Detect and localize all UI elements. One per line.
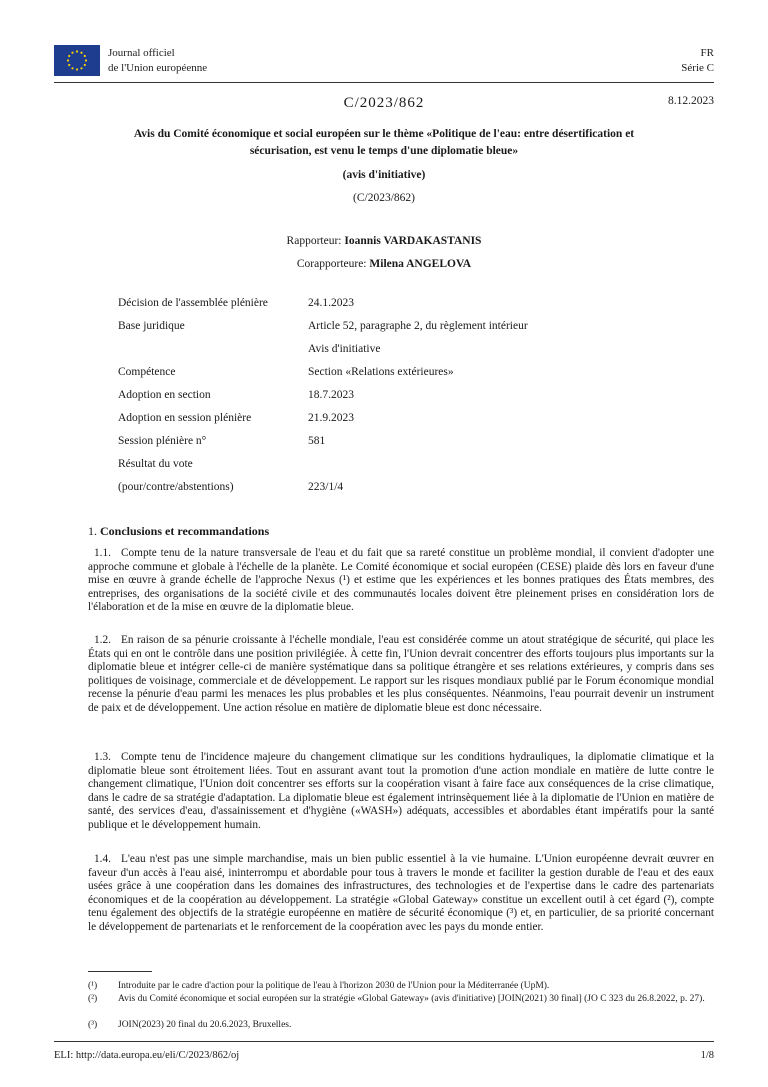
section-number: 1. <box>88 524 97 538</box>
eli-link[interactable]: ELI: http://data.europa.eu/eli/C/2023/862/oj <box>54 1050 240 1061</box>
paragraph-number: 1.2. <box>94 634 111 646</box>
paragraph-text: Compte tenu de la nature transversale de l'eau et du fait que sa rareté constitue un problème mondial, il convient d'adopter une approche commune et globale à l'échelle de la planète. Le Comité économique et social européen (CESE) plaide dès lors en faveur d'une mise en œuvre à grande échelle de l'approche Nexus (¹) et estime que les expériences et les bonnes pratiques des États membres, des entreprises, des organisations de la société civile et des communautés locales doivent être pleinement prises en considération lors de l'élaboration et de la mise en œuvre de la diplomatie bleue. <box>88 547 714 614</box>
opinion-type: (avis d'initiative) <box>342 169 426 181</box>
footnote-mark: (¹) <box>88 981 98 991</box>
rapporteur <box>0 235 768 247</box>
corapporteur-label: Corapporteure: <box>296 258 367 270</box>
footnote-text: JOIN(2023) 20 final du 20.6.2023, Bruxelles. <box>118 1020 292 1030</box>
document-reference: C/2023/862 <box>343 95 425 111</box>
corapporteur-name: Milena ANGELOVA <box>369 258 472 270</box>
header-divider <box>54 82 714 83</box>
paragraph-text: L'eau n'est pas une simple marchandise, mais un bien public essentiel à la vie humaine. L'Union européenne devrait œuvrer en faveur d'un accès à l'eau aisé, ininterrompu et abordable pour tous à travers le monde et faciliter la gestion durable de l'eau et des eaux usées grâce à une coopération dans les domaines des infrastructures, des technologies et de l'expertise dans le cadre des partenariats économiques et de la coopération au développement. La stratégie «Global Gateway» constitue un excellent outil à cet égard (²), compte tenu également des objectifs de la stratégie européenne en matière de sécurité économique (³) et, en particulier, de sa priorité concernant le développement de partenariats et le renforcement de la coopération avec les pays du monde entier. <box>88 853 714 933</box>
rapporteur-label: Rapporteur: <box>286 235 342 247</box>
paragraph <box>88 634 714 716</box>
eu-flag-icon <box>54 45 100 76</box>
journal-line-1: Journal officiel <box>108 47 175 59</box>
footnote-text: Avis du Comité économique et social européen sur la stratégie «Global Gateway» (avis d'initiative) [JOIN(2021) 30 final] (JO C 323 du 26.8.2022, p. 27). <box>118 994 705 1004</box>
opinion-title: Avis du Comité économique et social européen sur le thème «Politique de l'eau: entre désertification et sécurisation, est venu le temps d'une diplomatie bleue» <box>133 128 635 157</box>
opinion-reference: (C/2023/862) <box>353 192 415 204</box>
language-series <box>681 46 714 76</box>
page-number: 1/8 <box>700 1050 714 1061</box>
paragraph <box>88 751 714 833</box>
corapporteur <box>0 258 768 270</box>
rapporteur-name: Ioannis VARDAKASTANIS <box>344 235 482 247</box>
publication-date: 8.12.2023 <box>668 95 714 107</box>
footer-divider <box>54 1041 714 1042</box>
paragraph-text: Compte tenu de l'incidence majeure du changement climatique sur les conditions hydrauliques, la diplomatie climatique et la diplomatie bleue sont étroitement liées. Tout en assurant avant tout la promotion d'une action mondiale en matière de lutte contre le changement climatique, l'Union doit concentrer ses efforts sur la coopération visant à faire face aux conséquences de la crise climatique, dans le cadre de sa stratégie d'adaptation. La diplomatie bleue est également intrinsèquement liée à la diplomatie de l'Union en matière de santé, des services d'eau, d'assainissement et d'hygiène («WASH») adéquats, accessibles et abordables étant impératifs pour la santé publique et le développement humain. <box>88 751 714 831</box>
footnote-divider <box>88 971 152 972</box>
journal-line-2: de l'Union européenne <box>108 62 208 74</box>
series-label: Série C <box>681 62 714 74</box>
paragraph-number: 1.3. <box>94 751 111 763</box>
language-code: FR <box>700 47 714 59</box>
paragraph <box>88 853 714 935</box>
section-title: Conclusions et recommandations <box>100 524 270 538</box>
paragraph-number: 1.1. <box>94 547 111 559</box>
footnote-mark: (³) <box>88 1020 98 1030</box>
paragraph-number: 1.4. <box>94 853 111 865</box>
footnote-text: Introduite par le cadre d'action pour la politique de l'eau à l'horizon 2030 de l'Union pour la Méditerranée (UpM). <box>118 981 550 991</box>
journal-name <box>108 46 207 76</box>
paragraph-text: En raison de sa pénurie croissante à l'échelle mondiale, l'eau est considérée comme un atout stratégique de sécurité, qui place les États qui en ont le contrôle dans une position privilégiée. À cette fin, l'Union devrait concentrer des efforts toujours plus importants sur la diplomatie bleue et intégrer celle-ci de manière systématique dans sa politique étrangère et ses relations extérieures, y compris dans ses politiques de voisinage, commerciale et de développement. Le rapport sur les risques mondiaux publié par le Forum économique mondial recense la pénurie d'eau parmi les menaces les plus probables et les plus conséquentes. Néanmoins, l'eau pourrait devenir un instrument de paix et de développement. Une action résolue en matière de diplomatie bleue est donc nécessaire. <box>88 634 714 714</box>
section-heading <box>88 524 269 539</box>
footnote-mark: (²) <box>88 994 98 1004</box>
paragraph <box>88 547 714 615</box>
